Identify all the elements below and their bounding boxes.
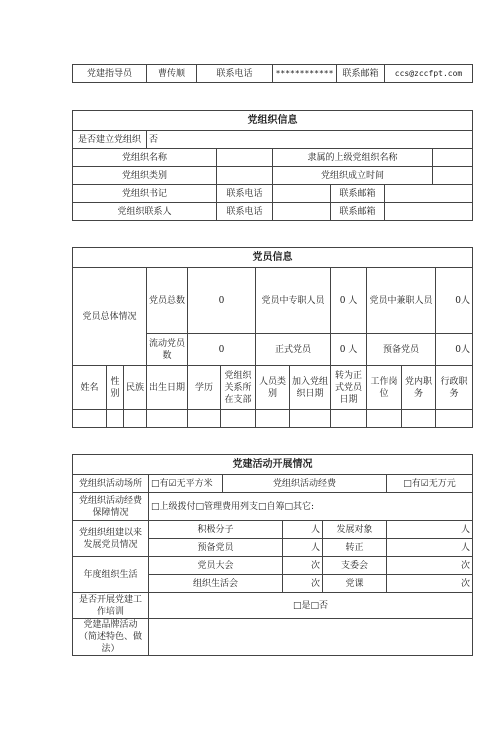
org-secretary-phone-value — [273, 185, 331, 203]
member-mobile-value: 0 — [188, 334, 256, 366]
confirm-unit: 人 — [387, 539, 473, 557]
guide-name: 曹传顺 — [147, 65, 197, 83]
member-col-header: 出生日期 — [147, 366, 188, 410]
guide-phone-label: 联系电话 — [197, 65, 273, 83]
guarantee-label: 党组织活动经费保障情况 — [73, 493, 149, 521]
activists-label: 积极分子 — [149, 521, 283, 539]
member-empty-cell — [290, 410, 331, 428]
member-col-header: 人员类别 — [256, 366, 290, 410]
org-secretary-email-label: 联系邮箱 — [331, 185, 385, 203]
annual-life-label: 年度组织生活 — [73, 557, 149, 593]
member-formal-value: 0 人 — [331, 334, 367, 366]
lesson-label: 党课 — [323, 575, 387, 593]
org-contact-email-value — [385, 203, 473, 221]
activity-section-title: 党建活动开展情况 — [73, 455, 473, 475]
member-empty-cell — [73, 410, 107, 428]
member-fulltime-value: 0 人 — [331, 268, 367, 334]
activists-unit: 人 — [283, 521, 323, 539]
activity-table — [72, 454, 473, 656]
member-col-header: 党组织关系所在支部 — [221, 366, 256, 410]
member-probationary-value: 0人 — [436, 334, 473, 366]
venue-value: □有☑无平方米 — [149, 475, 223, 493]
member-empty-cell — [188, 410, 221, 428]
member-empty-cell — [402, 410, 436, 428]
org-secretary-phone-label: 联系电话 — [217, 185, 273, 203]
training-value: □是□否 — [149, 593, 473, 619]
guide-label: 党建指导员 — [73, 65, 147, 83]
member-col-header: 学历 — [188, 366, 221, 410]
org-name-label: 党组织名称 — [73, 149, 217, 167]
development-label: 党组织组建以来发展党员情况 — [73, 521, 149, 557]
org-established-label: 是否建立党组织 — [73, 131, 147, 149]
probationary-label: 预备党员 — [149, 539, 283, 557]
org-info-table — [72, 110, 473, 221]
member-col-header: 党内职务 — [402, 366, 436, 410]
life-meeting-label: 组织生活会 — [149, 575, 283, 593]
org-type-value — [217, 167, 273, 185]
guide-email-value: ccs@zccfpt.com — [385, 65, 473, 83]
venue-label: 党组织活动场所 — [73, 475, 149, 493]
org-founded-label: 党组织成立时间 — [273, 167, 433, 185]
member-col-header: 工作岗位 — [367, 366, 402, 410]
guide-table — [72, 64, 473, 83]
member-total-label: 党员总数 — [147, 268, 188, 334]
member-empty-cell — [256, 410, 290, 428]
member-empty-cell — [331, 410, 367, 428]
member-empty-cell — [147, 410, 188, 428]
member-mobile-label: 流动党员数 — [147, 334, 188, 366]
org-contact-email-label: 联系邮箱 — [331, 203, 385, 221]
life-meeting-unit: 次 — [283, 575, 323, 593]
confirm-label: 转正 — [323, 539, 387, 557]
member-probationary-label: 预备党员 — [367, 334, 436, 366]
org-parent-label: 隶属的上级党组织名称 — [273, 149, 433, 167]
committee-label: 支委会 — [323, 557, 387, 575]
org-contact-label: 党组织联系人 — [73, 203, 217, 221]
guide-email-label: 联系邮箱 — [337, 65, 385, 83]
funds-label: 党组织活动经费 — [223, 475, 387, 493]
congress-label: 党员大会 — [149, 557, 283, 575]
member-parttime-value: 0人 — [436, 268, 473, 334]
member-total-value: 0 — [188, 268, 256, 334]
committee-unit: 次 — [387, 557, 473, 575]
org-name-value — [217, 149, 273, 167]
member-fulltime-label: 党员中专职人员 — [256, 268, 331, 334]
org-parent-value — [433, 149, 473, 167]
org-founded-value — [433, 167, 473, 185]
member-section-title: 党员信息 — [73, 248, 473, 268]
guarantee-value: □上级拨付□管理费用列支□自筹□其它: — [149, 493, 473, 521]
org-type-label: 党组织类别 — [73, 167, 217, 185]
org-established-value: 否 — [147, 131, 473, 149]
member-empty-cell — [124, 410, 147, 428]
member-col-header: 加入党组织日期 — [290, 366, 331, 410]
congress-unit: 次 — [283, 557, 323, 575]
funds-value: □有☑无万元 — [387, 475, 473, 493]
brand-label: 党建品牌活动（简述特色、做法） — [73, 619, 149, 656]
org-contact-phone-label: 联系电话 — [217, 203, 273, 221]
member-formal-label: 正式党员 — [256, 334, 331, 366]
member-parttime-label: 党员中兼职人员 — [367, 268, 436, 334]
member-col-header: 民族 — [124, 366, 147, 410]
member-info-table — [72, 247, 473, 428]
member-col-header: 行政职务 — [436, 366, 473, 410]
guide-phone-value: ************ — [273, 65, 337, 83]
org-secretary-email-value — [385, 185, 473, 203]
org-contact-phone-value — [273, 203, 331, 221]
member-col-header: 姓名 — [73, 366, 107, 410]
member-empty-cell — [367, 410, 402, 428]
member-empty-cell — [221, 410, 256, 428]
targets-unit: 人 — [387, 521, 473, 539]
member-empty-cell — [436, 410, 473, 428]
training-label: 是否开展党建工作培训 — [73, 593, 149, 619]
member-empty-cell — [107, 410, 124, 428]
targets-label: 发展对象 — [323, 521, 387, 539]
member-col-header: 转为正式党员日期 — [331, 366, 367, 410]
probationary-unit: 人 — [283, 539, 323, 557]
org-secretary-label: 党组织书记 — [73, 185, 217, 203]
org-section-title: 党组织信息 — [73, 111, 473, 131]
member-col-header: 性别 — [107, 366, 124, 410]
brand-value — [149, 619, 473, 656]
lesson-unit: 次 — [387, 575, 473, 593]
member-overall-label: 党员总体情况 — [73, 268, 147, 366]
